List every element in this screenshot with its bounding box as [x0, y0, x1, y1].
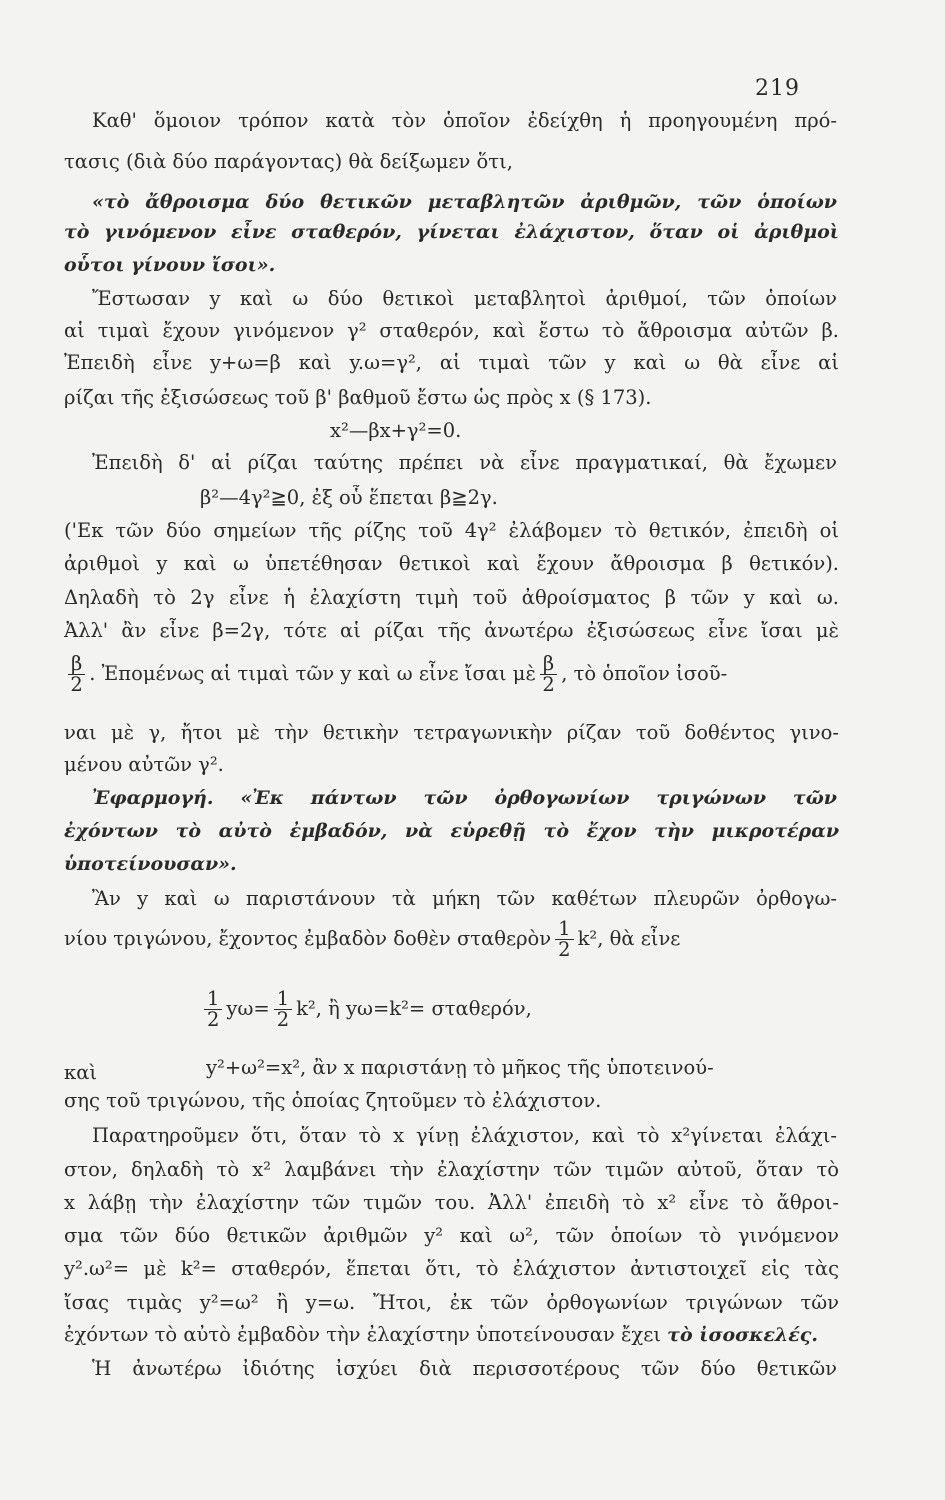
fraction [204, 989, 222, 1030]
fraction [555, 919, 573, 960]
numerator: 1 [555, 919, 573, 940]
text-segment: νίου τριγώνου, ἔχοντος ἐμβαδὸν δοθὲν σταθερὸν [64, 927, 552, 950]
text-line [64, 1322, 839, 1348]
page-number: 219 [755, 76, 800, 101]
denominator: 2 [70, 673, 83, 696]
equation [200, 985, 800, 1033]
fraction [274, 989, 292, 1030]
fraction-line [64, 650, 839, 698]
text-segment: k², ἢ yω=k²= σταθερόν, [296, 997, 532, 1020]
application-line: ὑποτείνουσαν». [64, 853, 237, 875]
text-line: x λάβῃ τὴν ἐλαχίστην τῶν τιμῶν του. Ἀλλ' ἐπειδὴ τὸ x² εἶνε τὸ ἄθροι- [64, 1191, 839, 1214]
text-line: ('Εκ τῶν δύο σημείων τῆς ρίζης τοῦ 4γ² ἐλάβομεν τὸ θετικόν, ἐπειδὴ οἱ [64, 519, 839, 542]
text-segment: ἐχόντων τὸ αὐτὸ ἐμβαδὸν τὴν ἐλαχίστην ὑποτείνουσαν ἔχει [64, 1323, 661, 1346]
text-line: ρίζαι τῆς ἐξισώσεως τοῦ β' βαθμοῦ ἔστω ὡς πρὸς x (§ 173). [64, 386, 652, 409]
text-line: ἴσας τιμὰς y²=ω² ἢ y=ω. Ἤτοι, ἐκ τῶν ὀρθογωνίων τριγώνων τῶν [64, 1291, 839, 1314]
numerator: 1 [274, 989, 292, 1010]
text-line: αἱ τιμαὶ ἔχουν γινόμενον γ² σταθερόν, καὶ ἔστω τὸ ἄθροισμα αὐτῶν β. [64, 319, 839, 342]
emphasis-text: τὸ ἰσοσκελές. [667, 1324, 818, 1346]
text-line: Καθ' ὅμοιον τρόπον κατὰ τὸν ὁποῖον ἐδείχθη ἡ προηγουμένη πρό- [92, 109, 837, 132]
numerator: β [540, 654, 557, 675]
theorem-line: οὗτοι γίνουν ἴσοι». [64, 254, 276, 276]
theorem-line: τὸ γινόμενον εἶνε σταθερόν, γίνεται ἐλάχιστον, ὅταν οἱ ἀριθμοὶ [64, 221, 839, 243]
text-line: στον, δηλαδὴ τὸ x² λαμβάνει τὴν ἐλαχίστην τῶν τιμῶν αὐτοῦ, ὅταν τὸ [64, 1158, 839, 1181]
text-line: Δηλαδὴ τὸ 2γ εἶνε ἡ ἐλαχίστη τιμὴ τοῦ ἀθροίσματος β τῶν y καὶ ω. [64, 586, 839, 609]
denominator: 2 [276, 1008, 290, 1031]
text-line: Ἐπειδὴ εἶνε y+ω=β καὶ y.ω=γ², αἱ τιμαὶ τῶν y καὶ ω θὰ εἶνε αἱ [64, 351, 839, 374]
theorem-line: «τὸ ἄθροισμα δύο θετικῶν μεταβλητῶν ἀριθμῶν, τῶν ὁποίων [92, 191, 837, 213]
text-segment: k², θὰ εἶνε [577, 927, 681, 950]
application-line: Ἐφαρμογή. «Ἐκ πάντων τῶν ὀρθογωνίων τριγώνων τῶν [92, 787, 837, 809]
text-segment: , τὸ ὁποῖον ἰσοῦ- [561, 662, 728, 685]
denominator: 2 [207, 1008, 220, 1031]
denominator: 2 [558, 938, 571, 961]
text-line: Ἐπειδὴ δ' αἱ ρίζαι ταύτης πρέπει νὰ εἶνε πραγματικαί, θὰ ἔχωμεν [92, 451, 837, 474]
fraction [68, 654, 85, 695]
fraction-line [64, 915, 839, 963]
text-line: σμα τῶν δύο θετικῶν ἀριθμῶν y² καὶ ω², τῶν ὁποίων τὸ γινόμενον [64, 1224, 839, 1247]
text-line: Ἀλλ' ἂν εἶνε β=2γ, τότε αἱ ρίζαι τῆς ἀνωτέρω ἐξισώσεως εἶνε ἴσαι μὲ [64, 619, 839, 642]
text-line: Ἡ ἀνωτέρω ἰδιότης ἰσχύει διὰ περισσοτέρους τῶν δύο θετικῶν [92, 1357, 837, 1380]
text-line: μένου αὐτῶν γ². [64, 753, 224, 776]
equation: y²+ω²=x², ἂν x παριστάνῃ τὸ μῆκος τῆς ὑποτεινού- [206, 1056, 714, 1079]
text-segment: yω= [226, 997, 270, 1020]
numerator: 1 [204, 989, 222, 1010]
text-line: Ἂν y καὶ ω παριστάνουν τὰ μήκη τῶν καθέτων πλευρῶν ὀρθογω- [92, 887, 837, 910]
text-line: σης τοῦ τριγώνου, τῆς ὁποίας ζητοῦμεν τὸ ἐλάχιστον. [64, 1089, 602, 1112]
text-segment: . Ἐπομένως αἱ τιμαὶ τῶν y καὶ ω εἶνε ἴσαι μὲ [89, 662, 536, 685]
numerator: β [68, 654, 85, 675]
denominator: 2 [542, 673, 555, 696]
equation: x²—βx+γ²=0. [330, 419, 462, 442]
text-line: τασις (διὰ δύο παράγοντας) θὰ δείξωμεν ὅτι, [64, 150, 513, 173]
fraction [540, 654, 557, 695]
text-line: ἀριθμοὶ y καὶ ω ὑπετέθησαν θετικοὶ καὶ ἔχουν ἄθροισμα β θετικόν). [64, 552, 839, 575]
text-line: Ἔστωσαν y καὶ ω δύο θετικοὶ μεταβλητοὶ ἀριθμοί, τῶν ὁποίων [92, 287, 837, 310]
text-segment: καὶ [64, 1061, 98, 1084]
text-line: y².ω²= μὲ k²= σταθερόν, ἕπεται ὅτι, τὸ ἐλάχιστον ἀντιστοιχεῖ εἰς τὰς [64, 1257, 839, 1280]
application-line: ἐχόντων τὸ αὐτὸ ἐμβαδόν, νὰ εὑρεθῇ τὸ ἔχον τὴν μικροτέραν [64, 820, 839, 842]
text-line: ναι μὲ γ, ἤτοι μὲ τὴν θετικὴν τετραγωνικὴν ρίζαν τοῦ δοθέντος γινο- [64, 721, 839, 744]
equation: β²—4γ²≧0, ἐξ οὗ ἕπεται β≧2γ. [200, 486, 498, 509]
text-line: Παρατηροῦμεν ὅτι, ὅταν τὸ x γίνῃ ἐλάχιστον, καὶ τὸ x²γίνεται ἐλάχι- [92, 1124, 837, 1147]
